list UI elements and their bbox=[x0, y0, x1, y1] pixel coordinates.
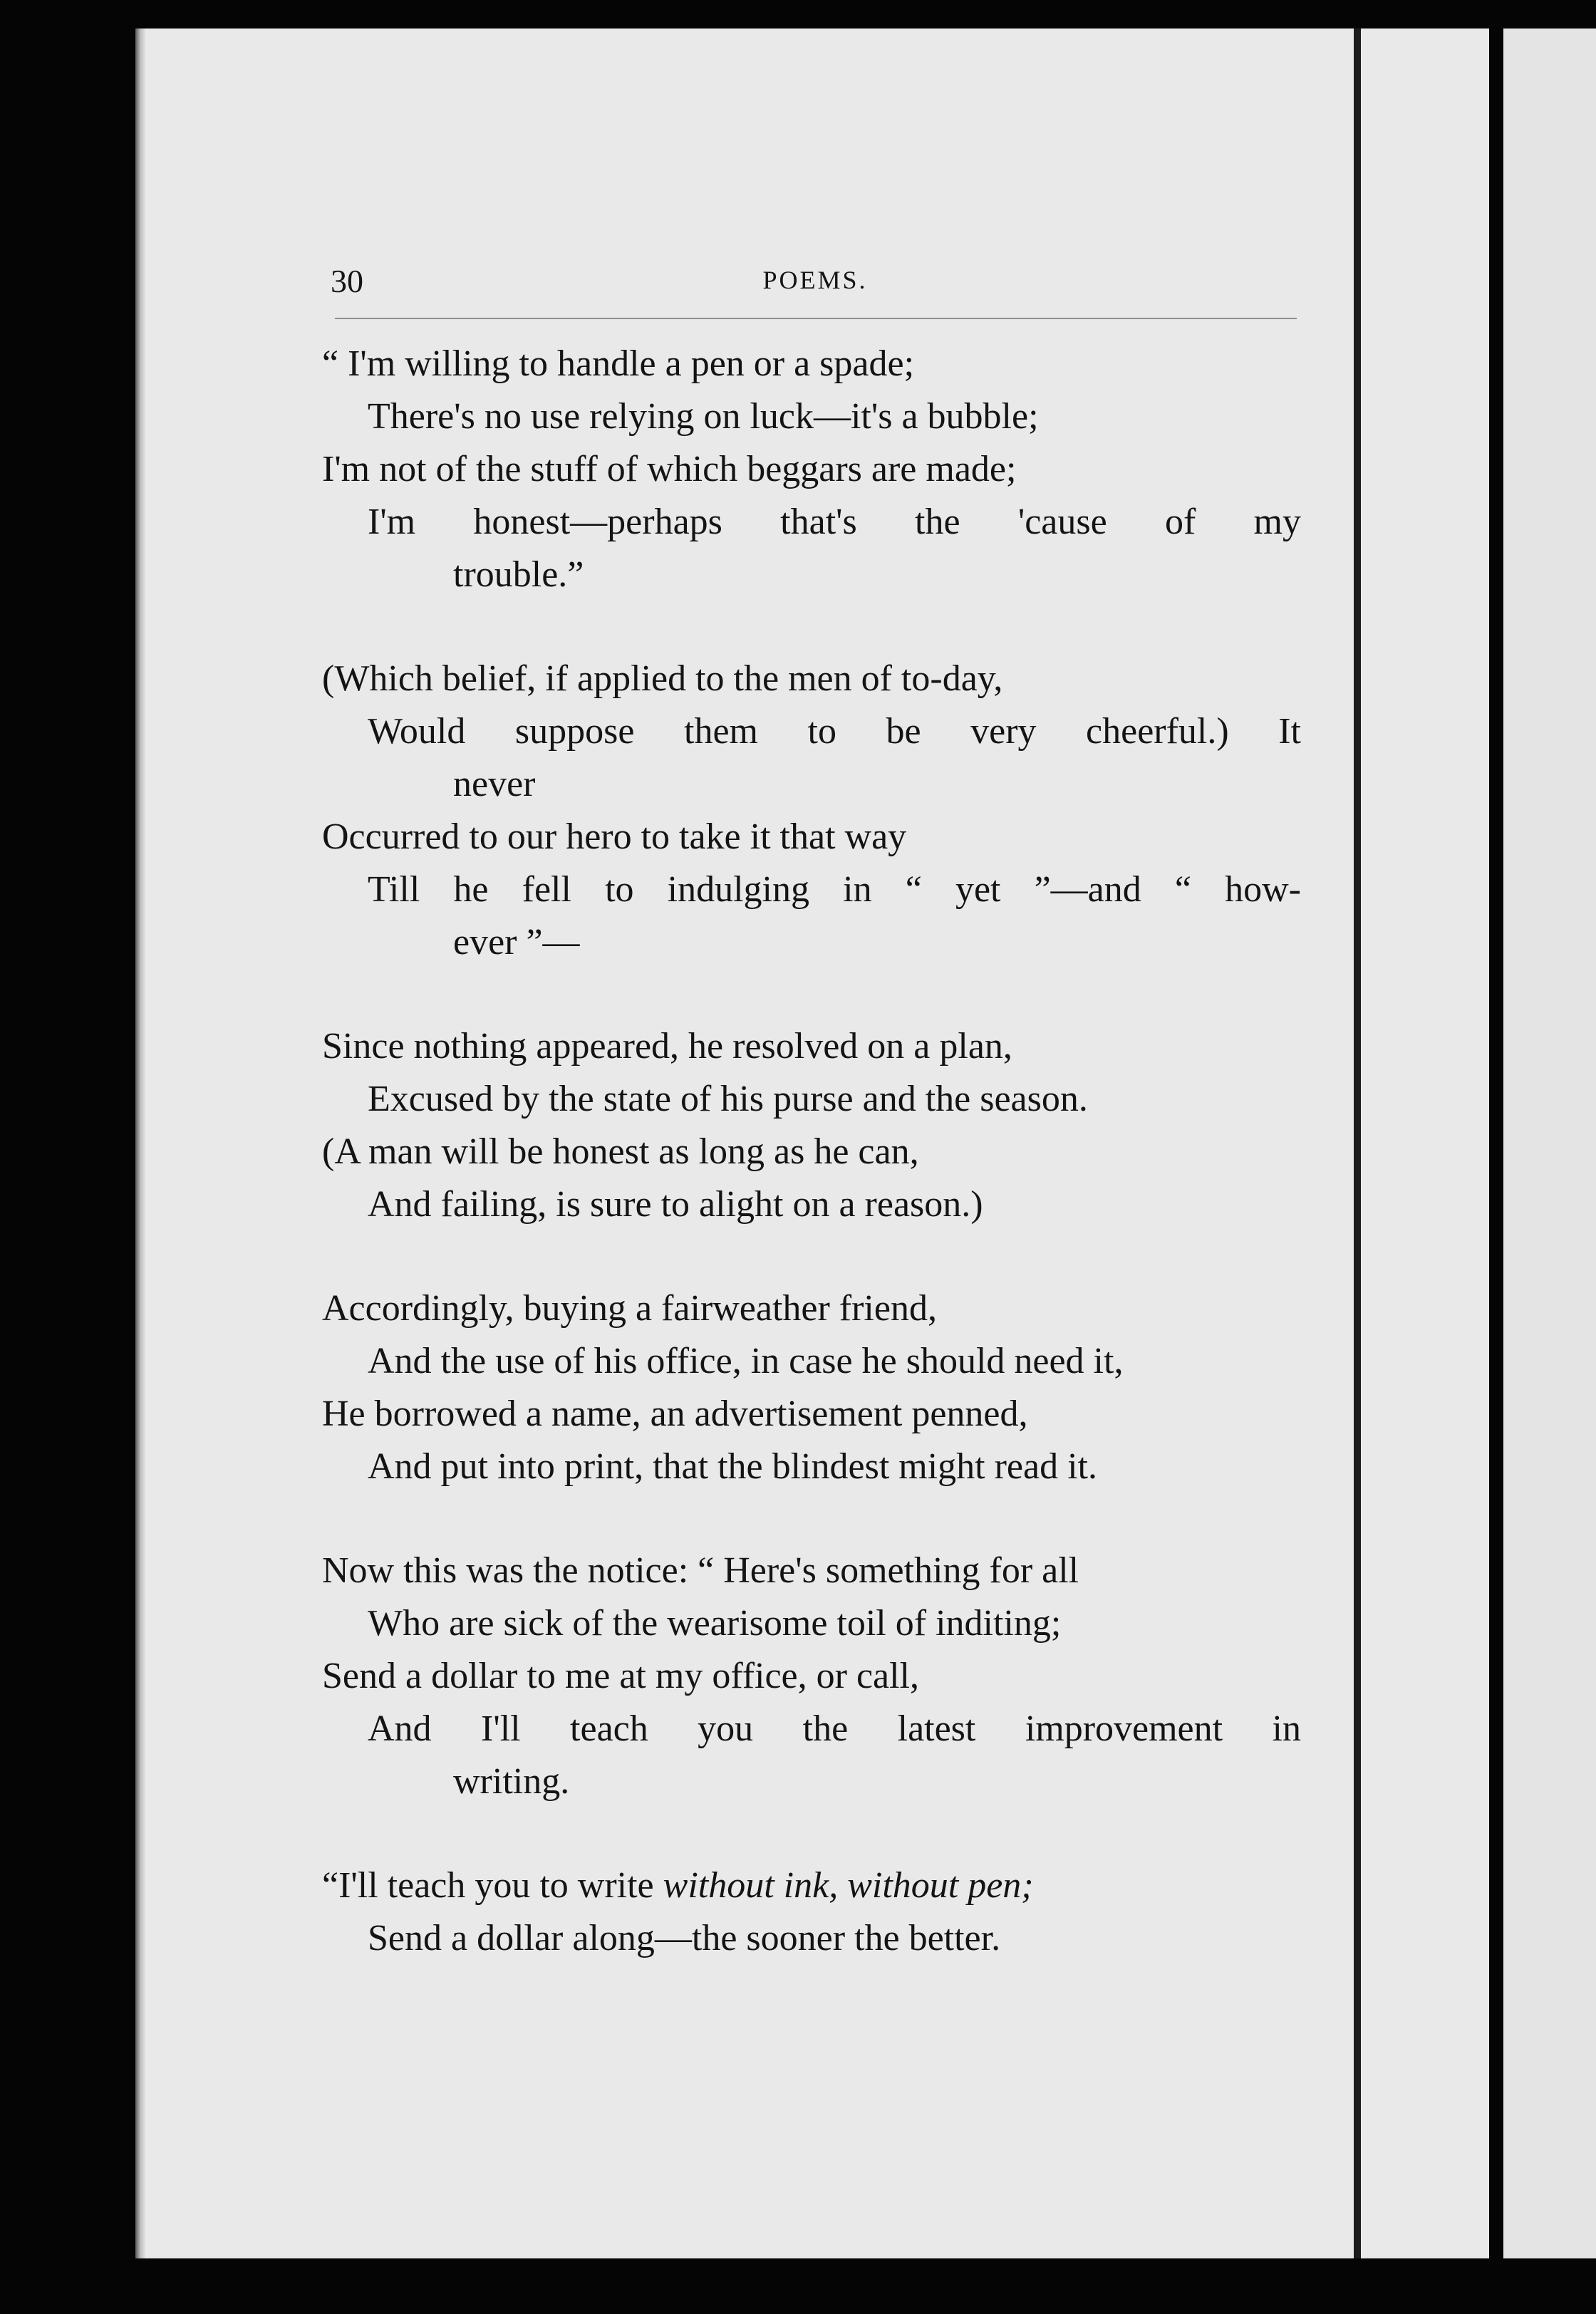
stanza bbox=[322, 338, 1305, 601]
stanza bbox=[322, 1859, 1305, 1965]
verse-line: I'm honest—perhaps that's the 'cause of my bbox=[368, 502, 1301, 542]
verse-line: Till he fell to indulging in “ yet ”—and “ how- bbox=[368, 869, 1301, 910]
verse-line: (A man will be honest as long as he can, bbox=[322, 1131, 919, 1172]
verse-line: Excused by the state of his purse and the season. bbox=[368, 1079, 1088, 1119]
verse-line-continuation: never bbox=[453, 764, 536, 804]
verse-line: And I'll teach you the latest improvement in bbox=[368, 1708, 1301, 1749]
page-edge bbox=[135, 28, 145, 2258]
verse-roman-text: “I'll teach you to write bbox=[322, 1865, 663, 1906]
verse-line bbox=[322, 1859, 1305, 1912]
verse-line: He borrowed a name, an advertisement penned, bbox=[322, 1394, 1028, 1434]
verse-line-continuation: writing. bbox=[453, 1761, 570, 1802]
poem-text bbox=[322, 338, 1305, 2016]
stanza bbox=[322, 653, 1305, 969]
verse-line: Send a dollar along—the sooner the better. bbox=[368, 1918, 1001, 1958]
book-gutter bbox=[1354, 28, 1361, 2258]
verse-line: “ I'm willing to handle a pen or a spade; bbox=[322, 343, 915, 384]
verse-line: Send a dollar to me at my office, or call, bbox=[322, 1656, 919, 1696]
verse-line: Since nothing appeared, he resolved on a plan, bbox=[322, 1026, 1012, 1067]
verse-italic-text: without ink, without pen; bbox=[663, 1865, 1034, 1906]
verse-line: Who are sick of the wearisome toil of inditing; bbox=[368, 1603, 1062, 1644]
stanza bbox=[322, 1545, 1305, 1808]
verse-line-continuation: ever ”— bbox=[453, 922, 580, 963]
page-header bbox=[331, 262, 1300, 312]
verse-line: And the use of his office, in case he should need it, bbox=[368, 1341, 1124, 1381]
verse-line: Occurred to our hero to take it that way bbox=[322, 816, 907, 857]
verse-line: And failing, is sure to alight on a reason.) bbox=[368, 1184, 983, 1225]
verse-line: Accordingly, buying a fairweather friend, bbox=[322, 1288, 937, 1329]
verse-line: I'm not of the stuff of which beggars are made; bbox=[322, 449, 1017, 489]
verse-line: There's no use relying on luck—it's a bubble; bbox=[368, 396, 1039, 437]
verse-line: And put into print, that the blindest might read it. bbox=[368, 1446, 1097, 1487]
page-number: 30 bbox=[331, 263, 363, 299]
stanza bbox=[322, 1020, 1305, 1231]
verse-line: Would suppose them to be very cheerful.) It bbox=[368, 711, 1301, 752]
header-rule bbox=[335, 318, 1297, 319]
facing-page-edge bbox=[1503, 28, 1596, 2258]
verse-line: Now this was the notice: “ Here's something for all bbox=[322, 1550, 1079, 1591]
running-title: POEMS. bbox=[762, 266, 868, 294]
verse-line-continuation: trouble.” bbox=[453, 554, 584, 595]
stanza bbox=[322, 1282, 1305, 1493]
verse-line: (Which belief, if applied to the men of to-day, bbox=[322, 658, 1003, 699]
